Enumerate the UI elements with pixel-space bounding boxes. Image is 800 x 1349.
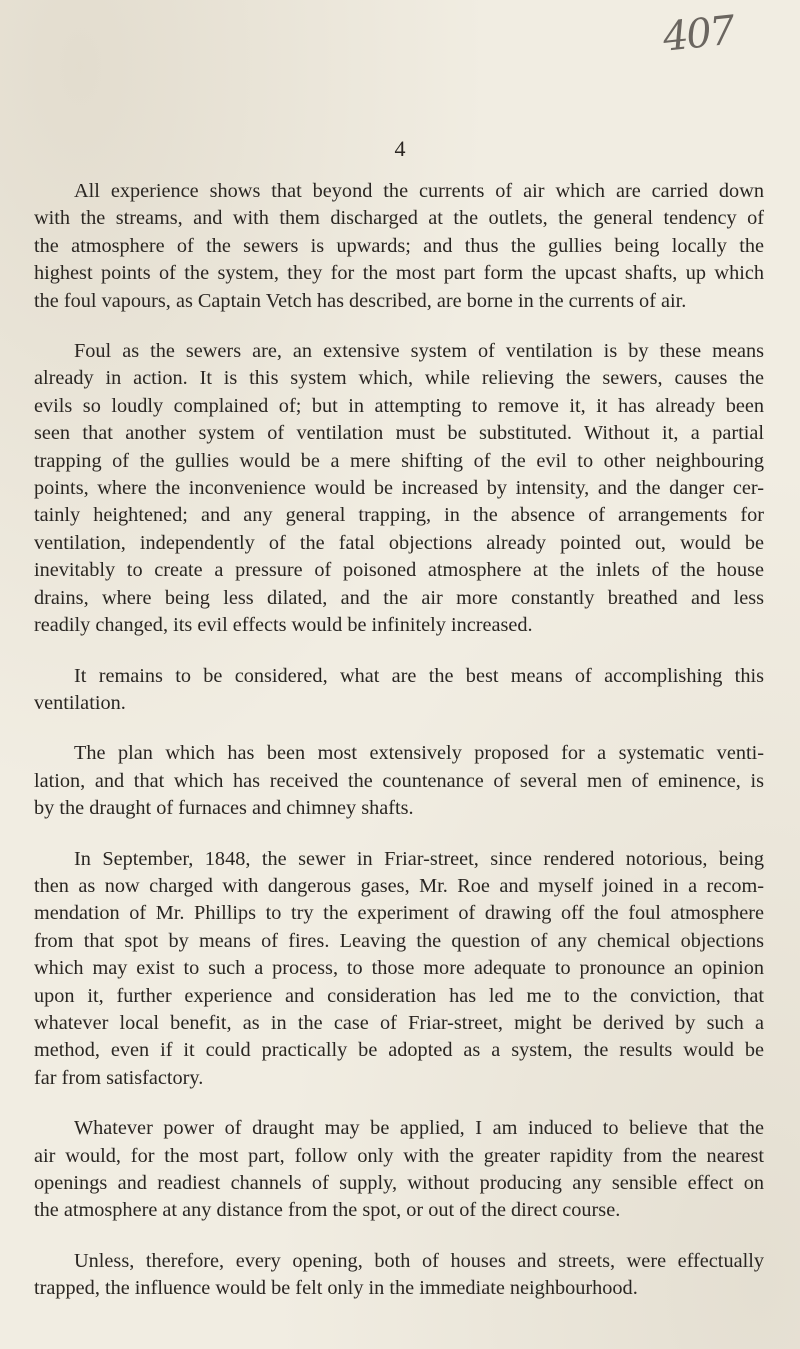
- text-line: which may exist to such a process, to those more adequate to pronounce an opinion: [34, 957, 764, 980]
- text-line: highest points of the system, they for the most part form the upcast shafts, up which: [34, 262, 764, 285]
- text-line: by the draught of furnaces and chimney shafts.: [34, 797, 414, 820]
- paragraph-6: [34, 1115, 764, 1225]
- text-line: ventilation.: [34, 691, 126, 714]
- text-line: the atmosphere of the sewers is upwards; and thus the gullies being locally the: [34, 234, 764, 257]
- handwritten-folio-mark: 407: [660, 7, 736, 61]
- text-line: drains, where being less dilated, and the air more constantly breathed and less: [34, 586, 764, 609]
- text-line: openings and readiest channels of supply, without producing any sensible effect on: [34, 1172, 764, 1194]
- text-line: with the streams, and with them discharged at the outlets, the general tendency of: [34, 207, 764, 230]
- text-line: then as now charged with dangerous gases, Mr. Roe and myself joined in a recom-: [34, 874, 764, 897]
- text-line: readily changed, its evil effects would be infinitely increased.: [34, 614, 533, 637]
- text-line: far from satisfactory.: [34, 1066, 204, 1089]
- text-line: It remains to be considered, what are the best means of accomplishing this: [74, 664, 764, 687]
- text-line: All experience shows that beyond the currents of air which are carried down: [74, 180, 764, 202]
- paragraph-5: [34, 846, 764, 1093]
- text-line: the foul vapours, as Captain Vetch has described, are borne in the currents of air.: [34, 289, 687, 312]
- paragraph-7: [34, 1248, 764, 1303]
- text-line: seen that another system of ventilation must be substituted. Without it, a partial: [34, 422, 764, 445]
- text-line: points, where the inconvenience would be increased by intensity, and the danger cer-: [34, 477, 764, 500]
- paragraph-1: [34, 178, 764, 315]
- text-line: Foul as the sewers are, an extensive system of ventilation is by these means: [74, 340, 764, 363]
- text-line: air would, for the most part, follow only with the greater rapidity from the nearest: [34, 1144, 764, 1167]
- paragraph-2: [34, 338, 764, 639]
- text-line: mendation of Mr. Phillips to try the experiment of drawing off the foul atmosphere: [34, 902, 764, 925]
- text-line: Unless, therefore, every opening, both of houses and streets, were effectually: [74, 1249, 764, 1272]
- text-line: whatever local benefit, as in the case of Friar-street, might be derived by such a: [34, 1011, 764, 1034]
- body-text: [34, 178, 764, 1326]
- text-line: tainly heightened; and any general trapping, in the absence of arrangements for: [34, 504, 764, 527]
- text-line: ventilation, independently of the fatal objections already pointed out, would be: [34, 531, 764, 554]
- paragraph-4: [34, 740, 764, 822]
- text-line: lation, and that which has received the countenance of several men of eminence, is: [34, 769, 764, 792]
- text-line: from that spot by means of fires. Leaving the question of any chemical objections: [34, 929, 764, 952]
- text-line: trapping of the gullies would be a mere shifting of the evil to other neighbouring: [34, 449, 764, 472]
- text-line: The plan which has been most extensively proposed for a systematic venti-: [74, 742, 764, 765]
- paragraph-3: [34, 663, 764, 718]
- text-line: evils so loudly complained of; but in attempting to remove it, it has already been: [34, 394, 764, 417]
- text-line: trapped, the influence would be felt only in the immediate neighbourhood.: [34, 1277, 638, 1300]
- text-line: upon it, further experience and consideration has led me to the conviction, that: [34, 984, 764, 1007]
- text-line: Whatever power of draught may be applied, I am induced to believe that the: [74, 1117, 764, 1140]
- text-line: inevitably to create a pressure of poisoned atmosphere at the inlets of the house: [34, 559, 764, 582]
- text-line: In September, 1848, the sewer in Friar-street, since rendered notorious, being: [74, 847, 764, 870]
- text-line: the atmosphere at any distance from the spot, or out of the direct course.: [34, 1199, 621, 1222]
- text-line: method, even if it could practically be adopted as a system, the results would be: [34, 1039, 764, 1062]
- page-number: 4: [394, 136, 406, 161]
- text-line: already in action. It is this system which, while relieving the sewers, causes the: [34, 367, 764, 390]
